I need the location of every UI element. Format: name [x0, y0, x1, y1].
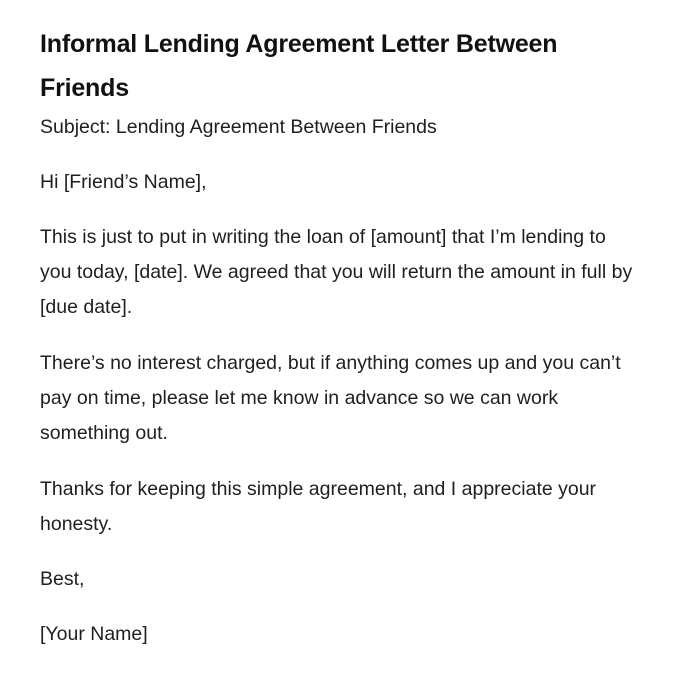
- greeting-line: Hi [Friend’s Name],: [40, 171, 207, 193]
- document-title: Informal Lending Agreement Letter Between Friends: [40, 30, 558, 102]
- body-paragraph-1: This is just to put in writing the loan of [amount] that I’m lending to you today, [date]. We agreed that you will return the amount in full by [due date].: [40, 226, 633, 318]
- closing-line: Best,: [40, 568, 85, 590]
- signature-line: [Your Name]: [40, 623, 148, 645]
- body-paragraph-2: There’s no interest charged, but if anything comes up and you can’t pay on time, please let me know in advance so we can work something out.: [40, 352, 621, 444]
- subject-line: Subject: Lending Agreement Between Friends: [40, 116, 437, 138]
- body-paragraph-3: Thanks for keeping this simple agreement, and I appreciate your honesty.: [40, 478, 597, 535]
